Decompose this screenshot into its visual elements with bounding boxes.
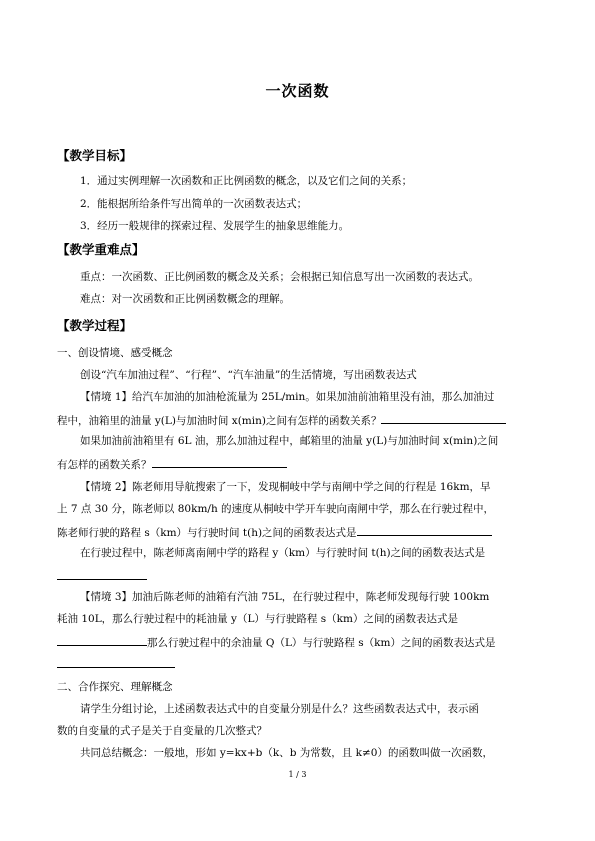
scenario1-text: 【情境 1】给汽车加油的加油枪流量为 25L/min。如果加油前油箱里没有油，那么加油过 [80, 391, 495, 403]
page-title: 一次函数 [265, 82, 330, 100]
part1-intro: 创设“汽车加油过程”、“行程”、“汽车油量”的生活情境，写出函数表达式 [80, 369, 417, 381]
page-number: 1 / 3 [288, 770, 307, 779]
part2-title: 二、合作探究、理解概念 [57, 681, 173, 693]
keypoint-item: 难点：对一次函数和正比例函数概念的理解。 [80, 293, 290, 305]
goal-item: 2．能根据所给条件写出简单的一次函数表达式； [80, 198, 308, 210]
scenario3-text: 【情境 3】加油后陈老师的油箱有汽油 75L，在行驶过程中，陈老师发现每行驶 100km [80, 591, 490, 603]
keypoints-heading: 【教学重难点】 [57, 242, 145, 257]
scenario3-blank-line [57, 656, 175, 672]
scenario2-text: 【情境 2】陈老师用导航搜索了一下，发现桐岐中学与南闸中学之间的行程是 16km，早 [80, 481, 491, 493]
scenario1-text: 程中，油箱里的油量 y(L)与加油时间 x(min)之间有怎样的函数关系？ [57, 412, 506, 428]
answer-blank[interactable] [57, 634, 147, 646]
keypoint-item: 重点：一次函数、正比例函数的概念及关系；会根据已知信息写出一次函数的表达式。 [80, 271, 479, 283]
answer-blank[interactable] [381, 412, 506, 424]
goals-heading: 【教学目标】 [57, 148, 133, 163]
scenario1-text: 有怎样的函数关系？ [57, 456, 287, 472]
scenario2-text: 上 7 点 30 分，陈老师以 80km/h 的速度从桐岐中学开车驶向南闸中学，那么在行驶过程中， [57, 503, 495, 515]
goal-item: 3．经历一般规律的探索过程、发展学生的抽象思维能力。 [80, 220, 350, 232]
answer-blank[interactable] [152, 456, 287, 468]
answer-blank[interactable] [357, 524, 492, 536]
scenario3-text: 那么行驶过程中的余油量 Q（L）与行驶路程 s（km）之间的函数表达式是 [57, 634, 495, 650]
part2-text: 请学生分组讨论，上述函数表达式中的自变量分别是什么？这些函数表达式中，表示函 [80, 703, 479, 715]
process-heading: 【教学过程】 [57, 318, 133, 333]
part2-text: 共同总结概念：一般地，形如 y=kx+b（k、b 为常数，且 k≠0）的函数叫做一次函数， [80, 747, 493, 759]
scenario2-blank-line [57, 568, 147, 584]
answer-blank[interactable] [57, 656, 175, 668]
goal-item: 1．通过实例理解一次函数和正比例函数的概念，以及它们之间的关系； [80, 175, 413, 187]
part1-title: 一、创设情境、感受概念 [57, 347, 173, 359]
scenario1-text: 如果加油前油箱里有 6L 油，那么加油过程中，邮箱里的油量 y(L)与加油时间 x(min)之间 [80, 435, 499, 447]
scenario2-text: 陈老师行驶的路程 s（km）与行驶时间 t(h)之间的函数表达式是 [57, 524, 492, 540]
part2-text: 数的自变量的式子是关于自变量的几次整式？ [57, 725, 267, 737]
scenario2-text: 在行驶过程中，陈老师离南闸中学的路程 y（km）与行驶时间 t(h)之间的函数表达式是 [80, 547, 486, 559]
answer-blank[interactable] [57, 568, 147, 580]
scenario3-text: 耗油 10L，那么行驶过程中的耗油量 y（L）与行驶路程 s（km）之间的函数表达式是 [57, 613, 458, 625]
